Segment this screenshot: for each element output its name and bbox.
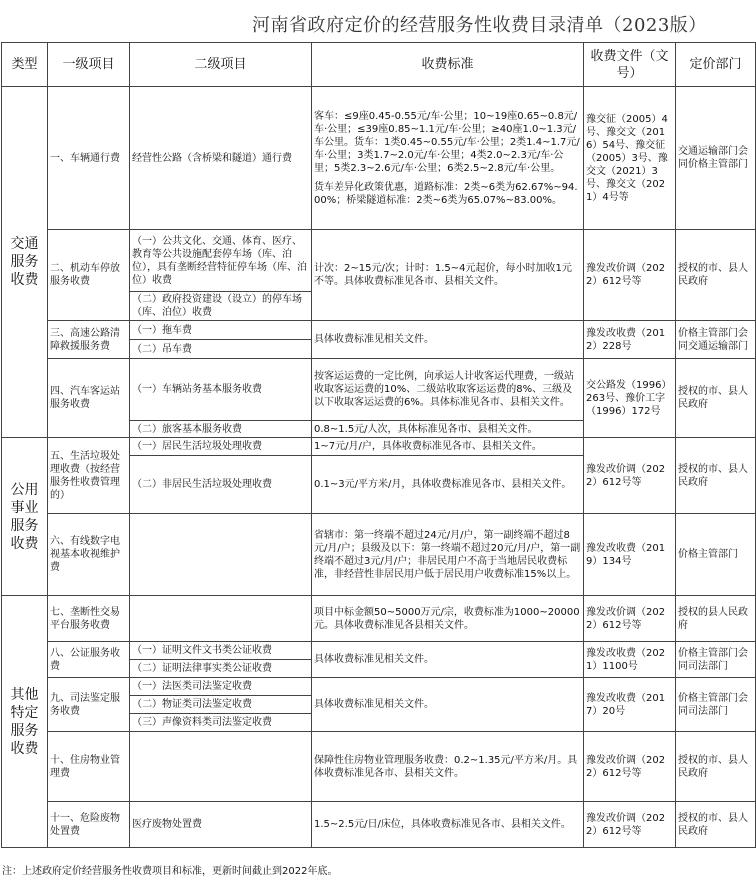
- standard-cell: [312, 87, 584, 230]
- level1-cell: 五、生活垃圾处理收费（按经营服务性收费管理的）: [48, 438, 130, 514]
- document-cell: 豫发改收费（2021）1100号: [584, 642, 676, 678]
- header-level2: 二级项目: [130, 43, 312, 87]
- standard-cell: 0.8~1.5元/人次，具体标准见各市、县相关文件。: [312, 421, 584, 438]
- document-cell: 豫发改收费（2012）228号: [584, 321, 676, 359]
- level2-cell: （三）声像资料类司法鉴定收费: [130, 714, 312, 732]
- standard-text: 客车：≤9座0.45-0.55元/车·公里；10~19座0.65~0.8元/车·公里；≤39座0.85~1.1元/车·公里；≥40座1.0~1.3元/车公里。货车：1类0.45~0.55元/车·公里；2类1.4~1.7元/车·公里；3类1.7~2.0元/车·公里；4类2.0~2.3元/车·公里；5类2.3~2.6元/车·公里；6类2.5~2.8元/车·公里。: [314, 110, 580, 174]
- department-cell: 交通运输部门会同价格主管部门: [676, 87, 756, 230]
- level2-cell: （二）证明法律事实类公证收费: [130, 660, 312, 678]
- header-document: 收费文件（文号）: [584, 43, 676, 87]
- level2-cell: （一）法医类司法鉴定收费: [130, 678, 312, 696]
- level2-cell: （二）旅客基本服务收费: [130, 421, 312, 438]
- standard-text-2: 货车差异化政策优惠，道路标准：2类~6类为62.67%~94.00%；桥梁隧道标准：2类~6类为65.07%~83.00%。: [314, 181, 578, 206]
- table-row: [2, 642, 756, 660]
- level1-cell: 二、机动车停放服务收费: [48, 230, 130, 321]
- department-cell: 授权的市、县人民政府: [676, 732, 756, 802]
- level1-cell: 十一、危险废物处置费: [48, 802, 130, 848]
- table-row: [2, 230, 756, 292]
- level1-cell: 七、垄断性交易平台服务收费: [48, 596, 130, 642]
- level2-cell: （一）公共文化、交通、体育、医疗、教育等公共设施配套停车场（库、泊位），具有垄断经营特征停车场（库、泊位）收费: [130, 230, 312, 292]
- standard-cell: 具体收费标准见相关文件。: [312, 321, 584, 359]
- department-cell: 价格主管部门: [676, 514, 756, 596]
- standard-cell: 计次：2~15元/次；计时：1.5~4元起价，每小时加收1元不等。具体收费标准见各市、县相关文件。: [312, 230, 584, 321]
- level2-cell: [130, 596, 312, 642]
- standard-cell: 省辖市：第一终端不超过24元/月/户，第一副终端不超过8元/月/户；县级及以下：第一终端不超过20元/月/户，第一副终端不超过3元/月/户；非居民用户不高于当地居民收费标准，非经营性非居民用户低于居民用户收费标准15%以上。: [312, 514, 584, 596]
- level2-cell: （一）拖车费: [130, 321, 312, 340]
- department-cell: 授权的市、县人民政府: [676, 438, 756, 514]
- document-cell: 豫发改价调（2022）612号等: [584, 732, 676, 802]
- standard-cell: 1~7元/月/户，具体收费标准见各市、县相关文件。: [312, 438, 584, 456]
- type-cell: 其他特定服务收费: [2, 596, 48, 848]
- level2-cell: 医疗废物处置费: [130, 802, 312, 848]
- standard-cell: 具体收费标准见相关文件。: [312, 642, 584, 678]
- header-row: [2, 43, 756, 87]
- level2-cell: （一）车辆站务基本服务收费: [130, 359, 312, 421]
- level2-cell: （一）证明文件文书类公证收费: [130, 642, 312, 660]
- header-department: 定价部门: [676, 43, 756, 87]
- fee-table: [1, 42, 756, 848]
- standard-cell: 项目中标金额50~5000万元/宗，收费标准为1000~20000元。具体收费标准见各县相关文件。: [312, 596, 584, 642]
- standard-cell: 具体收费标准见相关文件。: [312, 678, 584, 732]
- level2-cell: [130, 732, 312, 802]
- level1-cell: 六、有线数字电视基本收视维护费: [48, 514, 130, 596]
- document-cell: 豫发改收费（2017）20号: [584, 678, 676, 732]
- document-cell: 豫发改价调（2022）612号等: [584, 596, 676, 642]
- document-cell: 豫发改价调（2022）612号等: [584, 230, 676, 321]
- table-row: [2, 321, 756, 340]
- level2-cell: 经营性公路（含桥梁和隧道）通行费: [130, 87, 312, 230]
- document-cell: 豫发改价调（2022）612号等: [584, 438, 676, 514]
- level1-cell: 十、住房物业管理费: [48, 732, 130, 802]
- type-cell: 公用事业服务收费: [2, 438, 48, 596]
- header-standard: 收费标准: [312, 43, 584, 87]
- document-cell: 豫发改收费（2019）134号: [584, 514, 676, 596]
- level2-cell: （二）非居民生活垃圾处理收费: [130, 456, 312, 514]
- level2-cell: （二）物证类司法鉴定收费: [130, 696, 312, 714]
- type-cell: 交通服务收费: [2, 87, 48, 438]
- table-row: [2, 438, 756, 456]
- header-level1: 一级项目: [48, 43, 130, 87]
- standard-cell: 按客运运费的一定比例，向承运人计收客运代理费，一级站收取客运运费的10%、二级站收取客运运费的8%、三级及以下收取客运运费的6%。具体标准见各市、县相关文件。: [312, 359, 584, 421]
- document-cell: 豫发改价调（2022）612号等: [584, 802, 676, 848]
- standard-cell: 保障性住房物业管理服务收费：0.2~1.35元/平方米/月。具体收费标准见各市、县相关文件。: [312, 732, 584, 802]
- department-cell: 授权的市、县人民政府: [676, 230, 756, 321]
- level2-cell: （一）居民生活垃圾处理收费: [130, 438, 312, 456]
- table-row: [2, 802, 756, 848]
- department-cell: 授权的市、县人民政府: [676, 359, 756, 438]
- table-row: [2, 514, 756, 596]
- level1-cell: 八、公证服务收费: [48, 642, 130, 678]
- document-cell: 交公路发（1996）263号、豫价工字（1996）172号: [584, 359, 676, 438]
- document-cell: 豫交征（2005）4号、豫交文（2016）54号、豫交征（2005）3号、豫交文（2021）3号、豫交文（2021）4号等: [584, 87, 676, 230]
- level2-cell: （二）吊车费: [130, 340, 312, 359]
- table-row: [2, 732, 756, 802]
- level2-cell: （二）政府投资建设（设立）的停车场（库、泊位）收费: [130, 292, 312, 321]
- level1-cell: 四、汽车客运站服务收费: [48, 359, 130, 438]
- header-type: 类型: [2, 43, 48, 87]
- department-cell: 价格主管部门会同交通运输部门: [676, 321, 756, 359]
- table-row: [2, 87, 756, 230]
- level1-cell: 九、司法鉴定服务收费: [48, 678, 130, 732]
- department-cell: 价格主管部门会同司法部门: [676, 642, 756, 678]
- level1-cell: 三、高速公路清障救援服务费: [48, 321, 130, 359]
- standard-cell: 0.1~3元/平方米/月，具体收费标准见各市、县相关文件。: [312, 456, 584, 514]
- department-cell: 授权的市、县人民政府: [676, 802, 756, 848]
- department-cell: 授权的县人民政府: [676, 596, 756, 642]
- footnote: 注：上述政府定价经营服务性收费项目和标准，更新时间截止到2022年底。: [2, 866, 338, 877]
- level2-cell: [130, 514, 312, 596]
- table-row: [2, 678, 756, 696]
- table-row: [2, 596, 756, 642]
- standard-cell: 1.5~2.5元/日/床位，具体收费标准见各市、县相关文件。: [312, 802, 584, 848]
- table-row: [2, 359, 756, 421]
- level1-cell: 一、车辆通行费: [48, 87, 130, 230]
- page-title: 河南省政府定价的经营服务性收费目录清单（2023版）: [252, 15, 707, 36]
- department-cell: 价格主管部门会同司法部门: [676, 678, 756, 732]
